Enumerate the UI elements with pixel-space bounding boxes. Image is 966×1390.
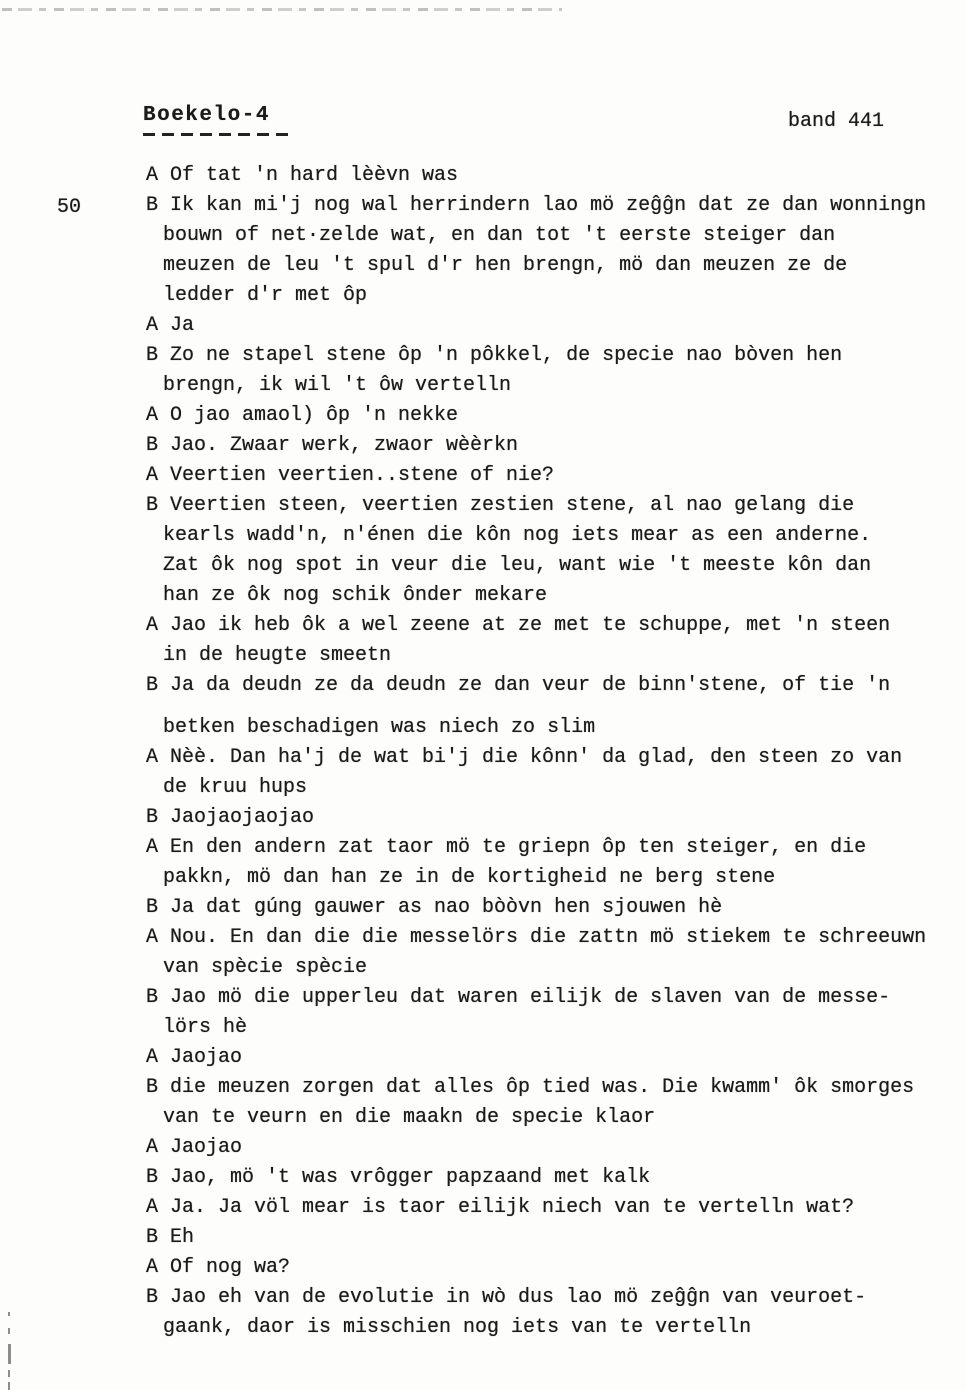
line-text: Of tat 'n hard lèèvn was <box>170 164 459 187</box>
line-text: Jaojao <box>170 1136 243 1159</box>
line-text: Jao. Zwaar werk, zwaor wèèrkn <box>170 434 519 457</box>
dialogue-line <box>146 743 958 773</box>
scan-artifact-dashes <box>2 8 562 11</box>
dialogue-line <box>146 431 958 461</box>
line-text: kearls wadd'n, n'énen die kôn nog iets mear as een anderne. <box>163 524 872 547</box>
dialogue-line <box>146 953 958 983</box>
line-text: Eh <box>170 1226 195 1249</box>
band-number: band 441 <box>788 110 885 133</box>
line-text: Jao eh van de evolutie in wò dus lao mö zeĝĝn van veuroet- <box>170 1286 867 1309</box>
speaker-label: A <box>146 614 159 637</box>
dialogue-line <box>146 521 958 551</box>
speaker-label: A <box>146 404 159 427</box>
page-title: Boekelo-4 <box>143 104 270 127</box>
speaker-label: A <box>146 836 159 859</box>
dialogue-line <box>146 1163 958 1193</box>
dialogue-line <box>146 221 958 251</box>
speaker-label: B <box>146 674 159 697</box>
dialogue-line <box>146 773 958 803</box>
dialogue-line <box>146 1013 958 1043</box>
dialogue-line <box>146 923 958 953</box>
speaker-label: A <box>146 314 159 337</box>
dialogue-transcript <box>146 161 958 1343</box>
speaker-label: B <box>146 434 159 457</box>
line-text: in de heugte smeetn <box>163 644 392 667</box>
dialogue-line <box>146 581 958 611</box>
line-text: bouwn of net·zelde wat, en dan tot 't eerste steiger dan <box>163 224 836 247</box>
scan-edge-mark <box>8 1328 10 1334</box>
scan-edge-mark <box>8 1370 10 1377</box>
dialogue-line <box>146 251 958 281</box>
dialogue-line <box>146 281 958 311</box>
dialogue-line <box>146 1313 958 1343</box>
dialogue-line <box>146 803 958 833</box>
dialogue-line <box>146 461 958 491</box>
line-text: ledder d'r met ôp <box>163 284 368 307</box>
speaker-label: B <box>146 344 159 367</box>
line-text: Nèè. Dan ha'j de wat bi'j die kônn' da glad, den steen zo van <box>170 746 903 769</box>
speaker-label: B <box>146 1226 159 1249</box>
dialogue-line <box>146 401 958 431</box>
line-text: betken beschadigen was niech zo slim <box>163 716 596 739</box>
dialogue-line <box>146 341 958 371</box>
dialogue-line <box>146 1253 958 1283</box>
speaker-label: A <box>146 1256 159 1279</box>
line-text: Jaojaojaojao <box>170 806 315 829</box>
speaker-label: B <box>146 1286 159 1309</box>
scan-edge-mark <box>8 1382 10 1390</box>
dialogue-line <box>146 1043 958 1073</box>
dialogue-line <box>146 161 958 191</box>
speaker-label: A <box>146 164 159 187</box>
scan-edge-mark <box>8 1344 11 1364</box>
speaker-label: A <box>146 1136 159 1159</box>
speaker-label: A <box>146 746 159 769</box>
line-text: Jao ik heb ôk a wel zeene at ze met te schuppe, met 'n steen <box>170 614 891 637</box>
line-text: de kruu hups <box>163 776 308 799</box>
title-underline <box>143 133 293 136</box>
dialogue-line <box>146 1223 958 1253</box>
scan-edge-mark <box>8 1312 10 1316</box>
line-text: meuzen de leu 't spul d'r hen brengn, mö dan meuzen ze de <box>163 254 848 277</box>
speaker-label: B <box>146 986 159 1009</box>
line-text: Veertien steen, veertien zestien stene, al nao gelang die <box>170 494 855 517</box>
line-text: Jao mö die upperleu dat waren eilijk de slaven van de messe- <box>170 986 891 1009</box>
line-text: Ik kan mi'j nog wal herrindern lao mö zeĝĝn dat ze dan wonningn <box>170 194 927 217</box>
line-text: Veertien veertien..stene of nie? <box>170 464 555 487</box>
dialogue-line <box>146 1133 958 1163</box>
dialogue-line <box>146 833 958 863</box>
speaker-label: B <box>146 1076 159 1099</box>
dialogue-line <box>146 1283 958 1313</box>
line-text: Jaojao <box>170 1046 243 1069</box>
dialogue-line <box>146 311 958 341</box>
dialogue-line <box>146 1193 958 1223</box>
speaker-label: B <box>146 494 159 517</box>
line-text: lörs hè <box>163 1016 248 1039</box>
speaker-label: A <box>146 1196 159 1219</box>
line-text: die meuzen zorgen dat alles ôp tied was. Die kwamm' ôk smorges <box>170 1076 915 1099</box>
dialogue-line <box>146 371 958 401</box>
speaker-label: B <box>146 1166 159 1189</box>
line-text: O jao amaol) ôp 'n nekke <box>170 404 459 427</box>
speaker-label: B <box>146 806 159 829</box>
line-text: pakkn, mö dan han ze in de kortigheid ne berg stene <box>163 866 776 889</box>
dialogue-line <box>146 863 958 893</box>
speaker-label: A <box>146 1046 159 1069</box>
line-text: han ze ôk nog schik ônder mekare <box>163 584 548 607</box>
line-text: Zat ôk nog spot in veur die leu, want wie 't meeste kôn dan <box>163 554 872 577</box>
dialogue-line <box>146 713 958 743</box>
dialogue-line <box>146 893 958 923</box>
line-text: Ja. Ja völ mear is taor eilijk niech van te vertelln wat? <box>170 1196 855 1219</box>
line-text: En den andern zat taor mö te griepn ôp ten steiger, en die <box>170 836 867 859</box>
line-text: Jao, mö 't was vrôgger papzaand met kalk <box>170 1166 651 1189</box>
dialogue-line <box>146 1103 958 1133</box>
margin-line-number: 50 <box>57 196 82 219</box>
speaker-label: B <box>146 194 159 217</box>
dialogue-line <box>146 983 958 1013</box>
line-text: van te veurn en die maakn de specie klaor <box>163 1106 656 1129</box>
dialogue-line <box>146 611 958 641</box>
dialogue-line <box>146 491 958 521</box>
speaker-label: A <box>146 464 159 487</box>
line-text: van spècie spècie <box>163 956 368 979</box>
line-text: Ja da deudn ze da deudn ze dan veur de binn'stene, of tie 'n <box>170 674 891 697</box>
line-text: Zo ne stapel stene ôp 'n pôkkel, de specie nao bòven hen <box>170 344 843 367</box>
dialogue-line <box>146 551 958 581</box>
line-text: brengn, ik wil 't ôw vertelln <box>163 374 512 397</box>
dialogue-line <box>146 191 958 221</box>
dialogue-line <box>146 1073 958 1103</box>
speaker-label: B <box>146 896 159 919</box>
line-text: gaank, daor is misschien nog iets van te vertelln <box>163 1316 752 1339</box>
line-text: Ja <box>170 314 195 337</box>
line-text: Of nog wa? <box>170 1256 291 1279</box>
speaker-label: A <box>146 926 159 949</box>
line-text: Nou. En dan die die messelörs die zattn mö stiekem te schreeuwn <box>170 926 927 949</box>
dialogue-line <box>146 641 958 671</box>
dialogue-line <box>146 671 958 701</box>
line-text: Ja dat gúng gauwer as nao bòòvn hen sjouwen hè <box>170 896 723 919</box>
